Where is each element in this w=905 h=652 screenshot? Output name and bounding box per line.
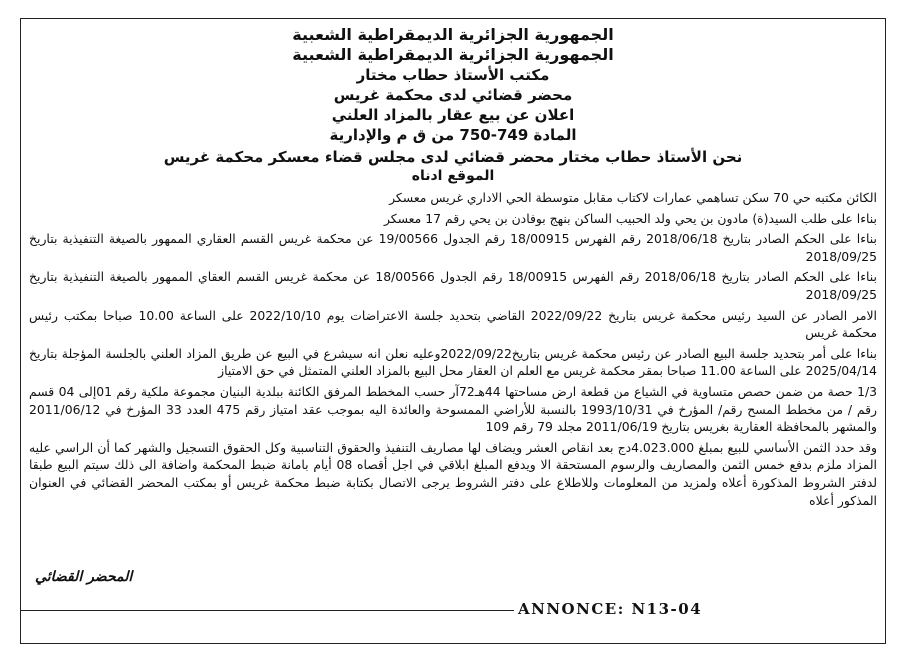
annonce-divider <box>20 610 514 611</box>
header-announcement-title: اعلان عن بيع عقار بالمزاد العلني <box>331 106 575 124</box>
document-frame <box>20 18 886 644</box>
header-republic-2: الجمهورية الجزائرية الديمقراطية الشعبية <box>292 45 614 64</box>
header-block <box>27 25 879 145</box>
paragraph-judgment-2: بناءا على الحكم الصادر بتاريخ 2018/06/18 رقم الفهرس 18/00915 رقم الجدول 18/00566 عن محكمة غريس القسم العقاي الممهور بالصيغة التنفيذية بتاريخ 2018/09/25 <box>29 269 877 302</box>
header-republic-1: الجمهورية الجزائرية الديمقراطية الشعبية <box>292 25 614 44</box>
paragraph-sale-session: بناءا على أمر بتحديد جلسة البيع الصادر عن رئيس محكمة غريس بتاريخ2022/09/22وعليه نعلن انه سيشرع في البيع عن طريق المزاد العلني بالجلسة المؤجلة بتاريخ 2025/04/14 على الساعة 11.00 صباحا بمقر محكمة غريس مع العلم ان العقار محل البيع بالمزاد العلني المتمثل في حق الامتياز <box>29 345 877 379</box>
annonce-number: ANNONCE: N13-04 <box>518 600 703 618</box>
paragraph-office-address: الكائن مكتبه حي 70 سكن تساهمي عمارات لاكتاب مقابل متوسطة الحي الاداري غريس معسكر <box>389 190 877 205</box>
paragraph-request: بناءا على طلب السيد(ة) مادون بن يحي ولد الحبيب الساكن بنهج بوفادن بن يحي رقم 17 معسكر <box>383 210 877 226</box>
header-office: مكتب الأستاذ حطاب مختار <box>356 66 550 84</box>
intro-location: الموقع ادناه <box>411 168 495 184</box>
paragraph-property: 1/3 حصة من ضمن حصص متساوية في الشياع من قطعة ارض مساحتها 44هـ72آر حسب المخطط المرفق الكائنة ببلدية البنيان مجموعة ملكية رقم 01إلى 04 قسم رقم / من مخطط المسح رقم/ المؤرخ في 1993/10/31 بالنسبة للأراضي الممسوحة والعائدة اليه بموجب عقد امتياز رقم 475 العدد 33 المؤرخ في 2011/06/12 والمشهر بالمحافظة العقارية بغريس بتاريخ 2011/06/19 مجلد 79 رقم 109 <box>29 383 878 435</box>
paragraph-price: وقد حدد الثمن الأساسي للبيع بمبلغ 4.023.000دج بعد انقاص العشر ويضاف لها مصاريف التنفيذ والحقوق التناسبية وكل الحقوق التسجيل والشهر كما أن الراسي عليه المزاد ملزم بدفع خمس الثمن والمصاريف والرسوم المستحقة الا ويدفع المبلغ ابلاقي في اجل أقصاه 08 أيام بامانة ضبط المحكمة واضافة الى ذلك سيتم البيع طبقا لدفتر الشروط المذكورة أعلاه ولمزيد من المعلومات وللاطلاع على دفتر الشروط يرجى الاتصال بكتابة ضبط محكمة غريس أو بمكتب المحضر القضائي في العنوان المذكور أعلاه <box>29 439 877 508</box>
announcement-text <box>27 189 879 509</box>
intro-line: نحن الأستاذ حطاب مختار محضر قضائي لدى مجلس قضاء معسكر محكمة غريس <box>163 148 743 166</box>
header-article: المادة 749-750 من ق م والإدارية <box>329 126 577 144</box>
document-body <box>27 25 879 637</box>
paragraph-order: الامر الصادر عن السيد رئيس محكمة غريس بتاريخ 2022/09/22 القاضي بتحديد جلسة الاعتراضات يوم 2022/10/10 على الساعة 10.00 صباحا بمكتب رئيس محكمة غريس <box>29 307 877 341</box>
paragraph-judgment-1: بناءا على الحكم الصادر بتاريخ 2018/06/18 رقم الفهرس 18/00915 رقم الجدول 19/00566 عن محكمة غريس القسم العقاري الممهور بالصيغة التنفيذية بتاريخ 2018/09/25 <box>29 231 877 264</box>
header-bailiff: محضر قضائي لدى محكمة غريس <box>333 86 573 104</box>
signature: المحضر القضائي <box>35 569 133 585</box>
